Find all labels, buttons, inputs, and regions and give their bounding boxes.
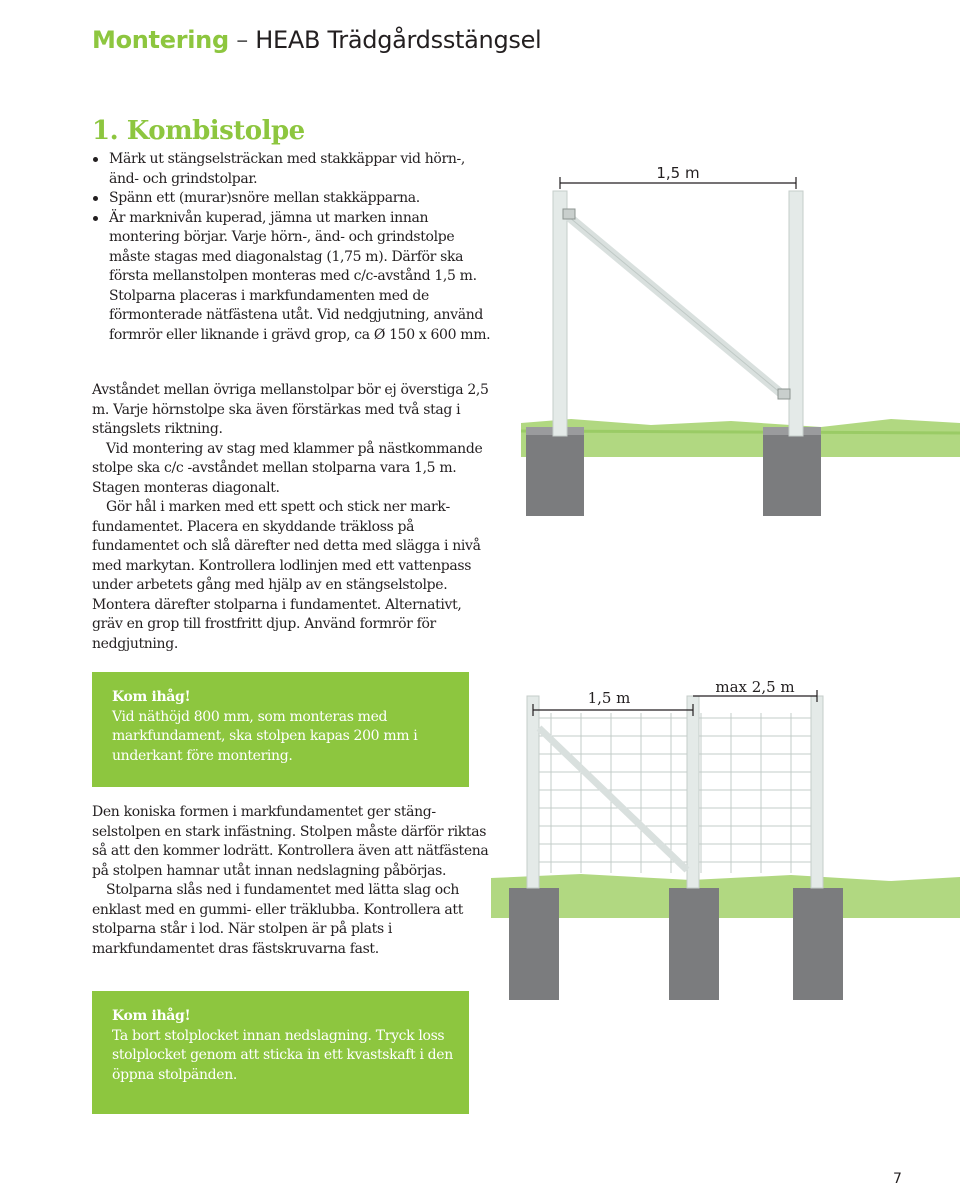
illustration-corner-post-brace (491, 121, 960, 516)
paragraph-text: Stolparna slås ned i fundamentet med lätta slag och enklast med en gummi- eller träklubba. Kontrollera att stolparna står i lod. När stolpen är på plats i markfundamentet dras fästskruvarna fast. (92, 882, 463, 957)
title-rest: HEAB Trädgårdsstängsel (255, 26, 542, 54)
bullet-item: Märk ut stängselsträckan med stakkäppar vid hörn-, änd- och grindstolpar. (92, 150, 492, 189)
paragraph-text: Gör hål i marken med ett spett och stick ner markfundamentet. Placera en skyddande träkloss på fundamentet och slå därefter ned detta med slägga i nivå med markytan. Kontrollera lodlinjen med ett vattenpass under arbetets gång med hjälp av en stängselstolpe. Montera därefter stolparna i fundamentet. Alternativt, gräv en grop till frostfritt djup. Använd formrör för nedgjutning. (92, 499, 481, 652)
reminder-title: Kom ihåg! (112, 689, 191, 705)
paragraph-text: Vid montering av stag med klammer på nästkommande stolpe ska c/c -avståndet mellan stolparna vara 1,5 m. Stagen monteras diagonalt. (92, 440, 483, 496)
reminder-text: Ta bort stolplocket innan nedslagning. Tryck loss stolplocket genom att sticka in ett kvastskaft i den öppna stolpänden. (112, 1027, 453, 1083)
reminder-box-2 (92, 991, 469, 1114)
title-highlight: Montering (92, 26, 229, 54)
dimension-label: 1,5 m (587, 689, 631, 707)
reminder-title: Kom ihåg! (112, 1008, 191, 1024)
bullet-item: Spänn ett (murar)snöre mellan stakkäpparna. (92, 189, 492, 209)
section-heading: 1. Kombistolpe (92, 116, 305, 146)
paragraph-text: Den koniska formen i markfundamentet ger stängselstolpen en stark infästning. Stolpen måste därför riktas så att den kommer lodrätt. Kontrollera även att nätfästena på stolpen hamnar utåt innan nedslagning påbörjas. (92, 804, 489, 879)
title-dash: – (236, 26, 248, 54)
body-paragraph-2 (92, 803, 492, 959)
reminder-box-1 (92, 672, 469, 787)
dimension-label: max 2,5 m (715, 678, 795, 696)
paragraph-text: Avståndet mellan övriga mellanstolpar bör ej överstiga 2,5 m. Varje hörnstolpe ska även förstärkas med två stag i stängslets riktning. (92, 382, 489, 437)
corner-post-brace-drawing (491, 121, 960, 516)
page-title (92, 26, 541, 54)
body-paragraph-1 (92, 381, 492, 654)
dimension-label: 1,5 m (656, 164, 700, 182)
bullet-item: Är marknivån kuperad, jämna ut marken innan montering börjar. Varje hörn-, änd- och grindstolpe måste stagas med diagonalstag (1,75 m). Därför ska första mellanstolpen monteras med c/c-avstånd 1,5 m. Stolparna placeras i markfundamenten med de förmonterade nätfästena utåt. Vid nedgjutning, använd formrör eller liknande i grävd grop, ca Ø 150 x 600 mm. (92, 209, 492, 346)
illustration-fence-mesh (491, 588, 960, 1000)
reminder-text: Vid näthöjd 800 mm, som monteras med markfundament, ska stolpen kapas 200 mm i underkant före montering. (112, 708, 418, 764)
page-number: 7 (893, 1171, 902, 1187)
instruction-bullet-list (92, 150, 492, 345)
fence-mesh-drawing (491, 588, 960, 1000)
